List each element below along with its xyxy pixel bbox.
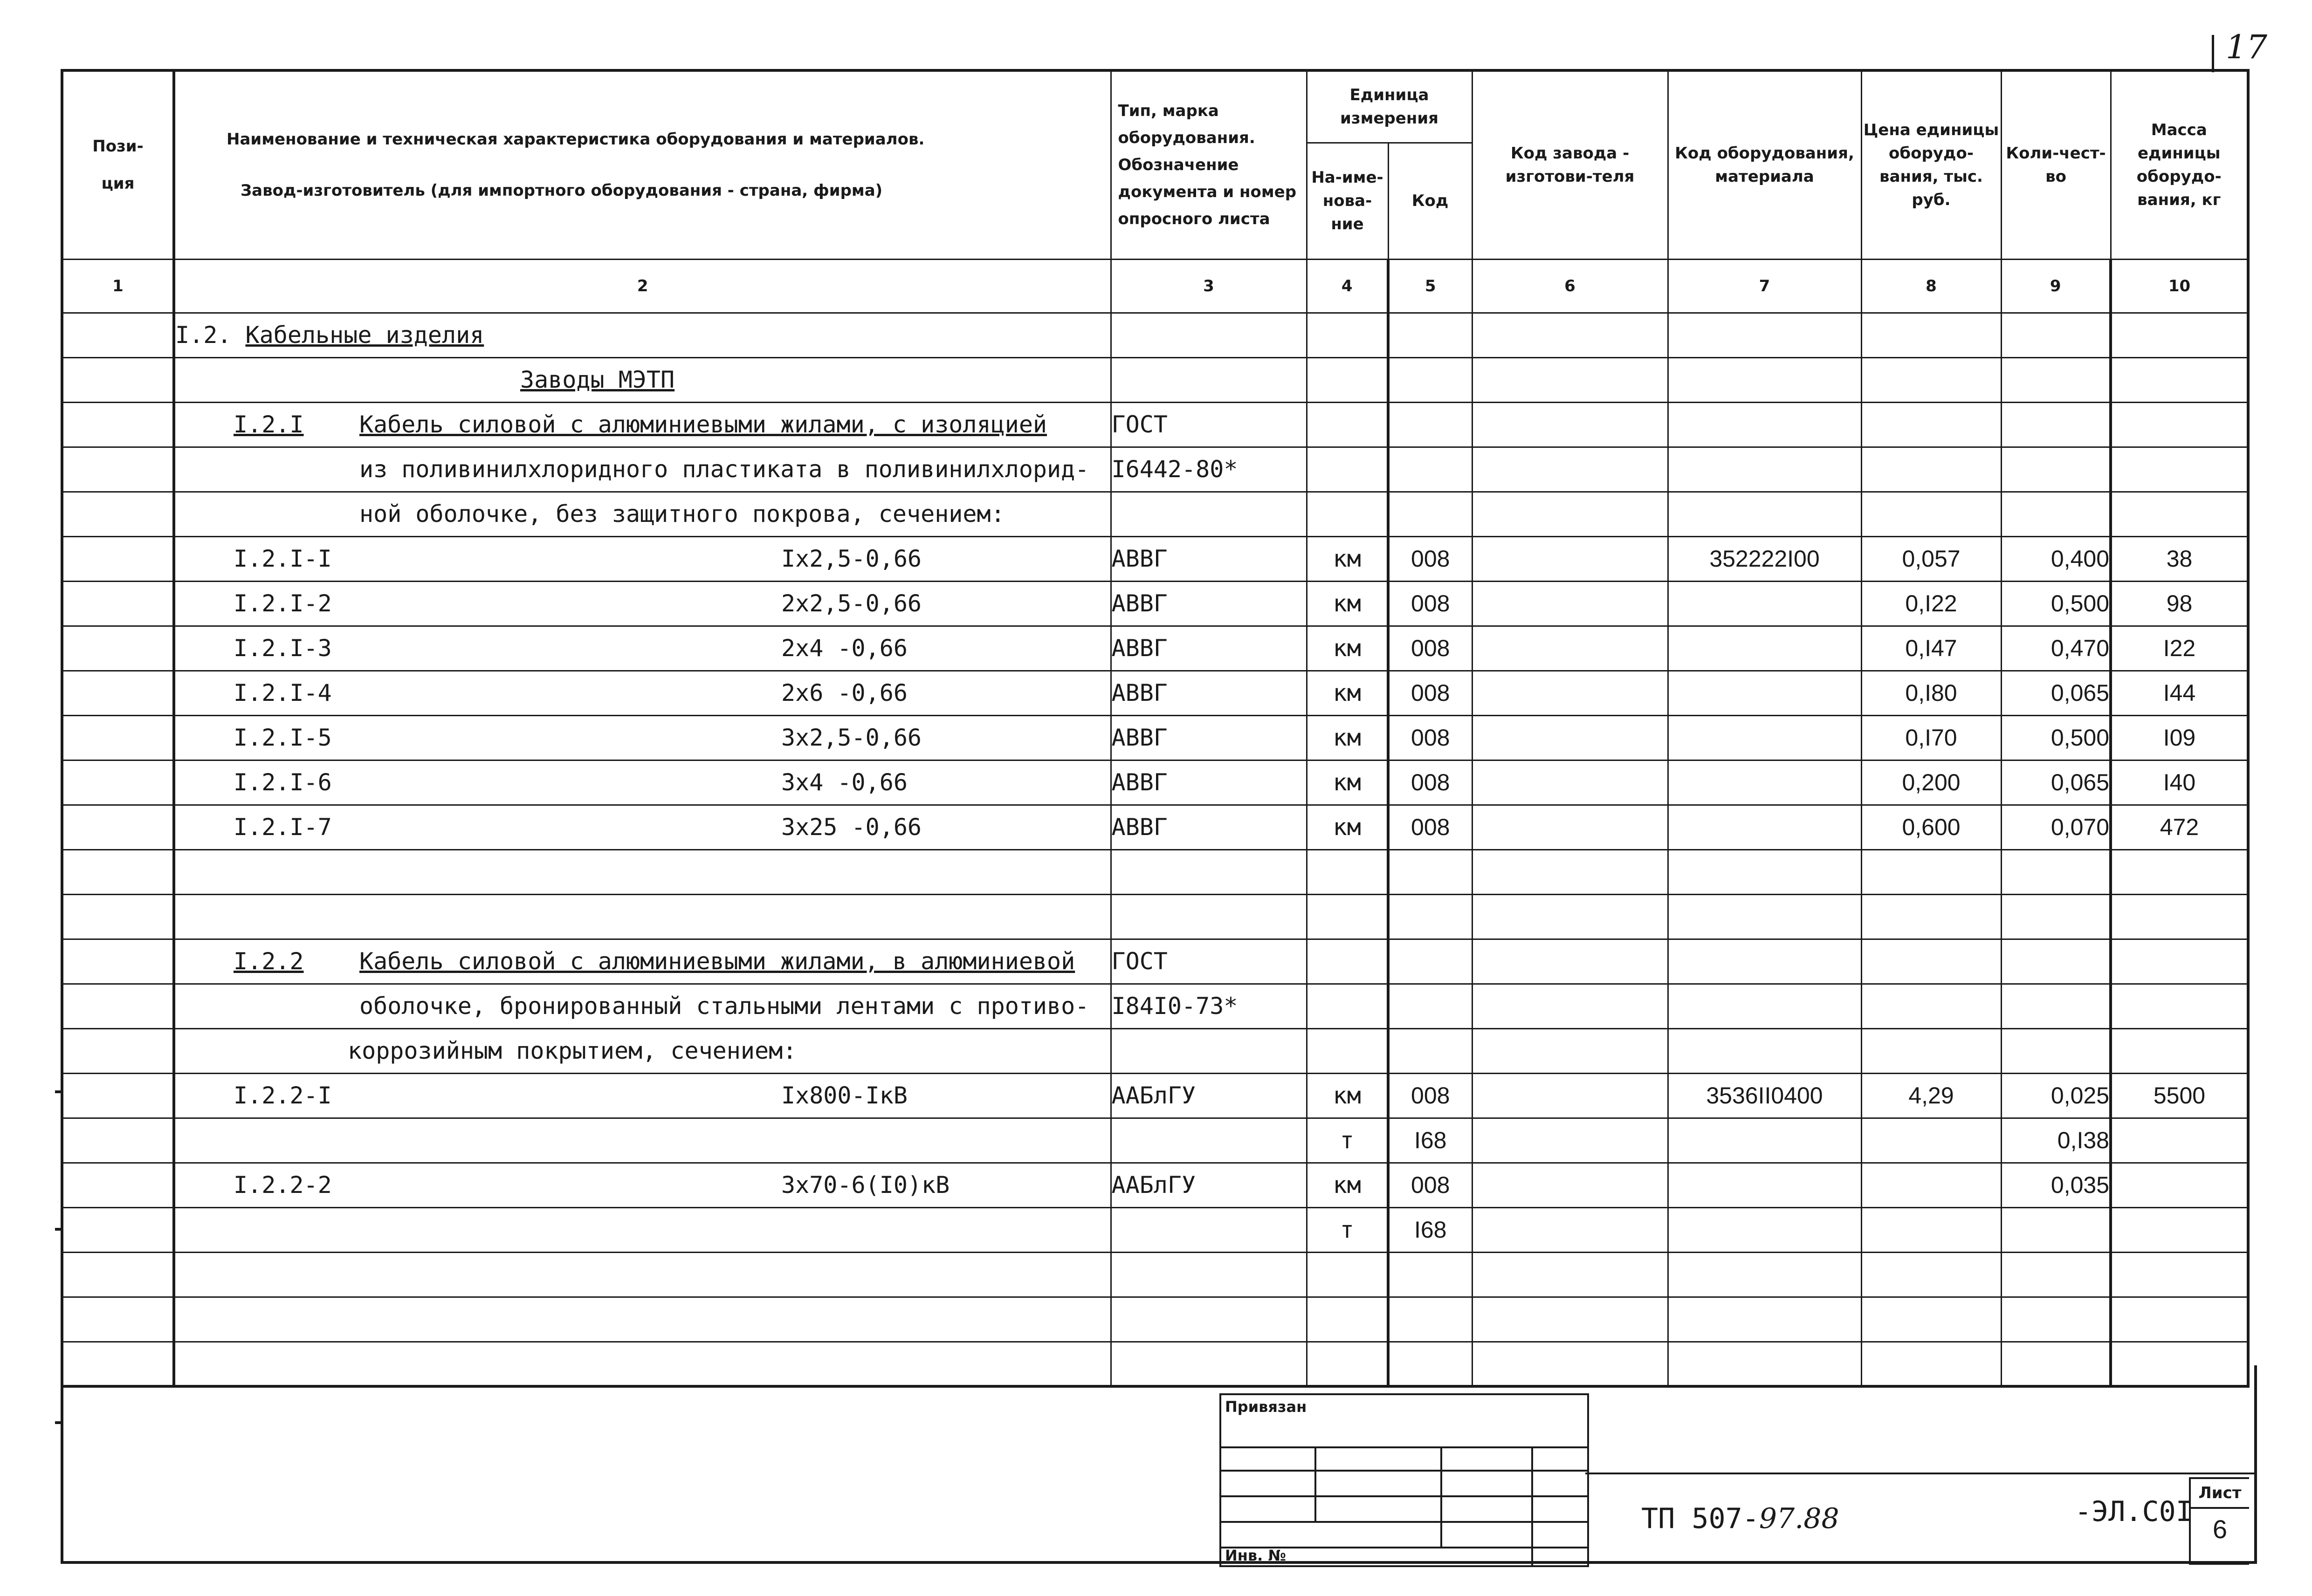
item-type: АВВГ <box>1111 805 1307 849</box>
item-quantity: 0,I38 <box>2001 1118 2111 1163</box>
binding-label: Привязан <box>1225 1398 1307 1416</box>
item-mass: 98 <box>2111 581 2248 626</box>
item-material-code <box>1668 805 1861 849</box>
item-designation <box>174 1163 1111 1207</box>
item-type: АВВГ <box>1111 671 1307 715</box>
item-material-code <box>1668 1163 1861 1207</box>
item-position: I.2.I-4 <box>234 679 332 706</box>
item-material-code: 352222I00 <box>1668 536 1861 581</box>
item-unit: км <box>1307 581 1388 626</box>
item-mass: I40 <box>2111 760 2248 805</box>
item-mass: 5500 <box>2111 1073 2248 1118</box>
sheet-label: Лист <box>2191 1479 2249 1509</box>
corner-number-text: 17 <box>2226 28 2268 66</box>
item-section: Iх800-IкВ <box>781 1082 908 1109</box>
item-quantity: 0,035 <box>2001 1163 2111 1207</box>
document-code: ТП 507-97.88 <box>1641 1502 1839 1535</box>
inventory-label: Инв. № <box>1225 1547 1286 1564</box>
col-num-7: 7 <box>1668 259 1861 313</box>
table-row <box>62 536 2248 581</box>
item-designation <box>174 671 1111 715</box>
item-mass <box>2111 1163 2248 1207</box>
item-quantity: 0,500 <box>2001 581 2111 626</box>
item-unit: км <box>1307 536 1388 581</box>
item-unit: км <box>1307 671 1388 715</box>
col-num-4: 4 <box>1307 259 1388 313</box>
item-quantity: 0,025 <box>2001 1073 2111 1118</box>
item-unit-code: I68 <box>1388 1118 1472 1163</box>
table-row <box>62 984 2248 1028</box>
item-mass: I44 <box>2111 671 2248 715</box>
item-unit: т <box>1307 1118 1388 1163</box>
table-row <box>62 1207 2248 1252</box>
section-heading: I.2. Кабельные изделия <box>174 313 1111 357</box>
item-section: 3х4 -0,66 <box>781 769 908 796</box>
table-row <box>62 939 2248 984</box>
item-designation <box>174 760 1111 805</box>
title-block <box>61 1365 2257 1564</box>
item-section: 2х4 -0,66 <box>781 635 908 662</box>
item-mass <box>2111 1207 2248 1252</box>
group1-desc-line1: I.2.I Кабель силовой с алюминиевыми жилами, с изоляцией <box>174 402 1111 447</box>
group2-desc-line3: коррозийным покрытием, сечением: <box>174 1028 1111 1073</box>
col-num-6: 6 <box>1472 259 1668 313</box>
item-unit-code: 008 <box>1388 536 1472 581</box>
col-num-1: 1 <box>62 259 174 313</box>
item-unit-code: I68 <box>1388 1207 1472 1252</box>
item-type <box>1111 1118 1307 1163</box>
item-unit: км <box>1307 1073 1388 1118</box>
table-row <box>62 894 2248 939</box>
table-row <box>62 760 2248 805</box>
header-mass: Масса единицы оборудо-вания, кг <box>2111 70 2248 259</box>
item-unit-code: 008 <box>1388 626 1472 671</box>
header-unit-code: Код <box>1388 143 1472 259</box>
table-row <box>62 626 2248 671</box>
item-mass: 38 <box>2111 536 2248 581</box>
item-type: АВВГ <box>1111 581 1307 626</box>
col-num-3: 3 <box>1111 259 1307 313</box>
table-row <box>62 1252 2248 1297</box>
table-row <box>62 805 2248 849</box>
item-material-code <box>1668 760 1861 805</box>
item-unit-code: 008 <box>1388 581 1472 626</box>
table-row <box>62 492 2248 536</box>
item-position: I.2.I-7 <box>234 814 332 841</box>
item-mass: 472 <box>2111 805 2248 849</box>
item-quantity: 0,470 <box>2001 626 2111 671</box>
item-section: 3х2,5-0,66 <box>781 724 922 751</box>
item-type: АВВГ <box>1111 715 1307 760</box>
sheet-corner-number <box>2212 26 2305 72</box>
header-price: Цена единицы оборудо-вания, тыс. руб. <box>1861 70 2001 259</box>
col-num-8: 8 <box>1861 259 2001 313</box>
item-type: ААБлГУ <box>1111 1073 1307 1118</box>
table-row <box>62 849 2248 894</box>
table-row <box>62 581 2248 626</box>
binding-divider <box>1314 1446 1316 1521</box>
margin-tick <box>55 1090 63 1093</box>
specification-table <box>61 69 2250 1388</box>
item-position: I.2.I-6 <box>234 769 332 796</box>
header-position <box>62 70 174 259</box>
table-row <box>62 402 2248 447</box>
corner-bar <box>2212 35 2214 72</box>
item-type <box>1111 1207 1307 1252</box>
item-unit: т <box>1307 1207 1388 1252</box>
item-price: 0,I47 <box>1861 626 2001 671</box>
table-row <box>62 447 2248 492</box>
margin-tick <box>55 1228 63 1231</box>
item-designation <box>174 1207 1111 1252</box>
document-suffix: -ЭЛ.С0I <box>2075 1495 2193 1528</box>
item-price: 0,I22 <box>1861 581 2001 626</box>
item-unit-code: 008 <box>1388 715 1472 760</box>
binding-divider <box>1531 1446 1533 1565</box>
item-material-code <box>1668 581 1861 626</box>
item-unit-code: 008 <box>1388 760 1472 805</box>
item-price <box>1861 1207 2001 1252</box>
item-designation <box>174 626 1111 671</box>
item-price: 0,I70 <box>1861 715 2001 760</box>
group1-gost-label: ГОСТ <box>1111 402 1307 447</box>
item-unit: км <box>1307 626 1388 671</box>
header-quantity: Коли-чест-во <box>2001 70 2111 259</box>
item-material-code <box>1668 626 1861 671</box>
header-factory-code: Код завода - изготови-теля <box>1472 70 1668 259</box>
sheet-number: 6 <box>2212 1514 2228 1544</box>
table-row <box>62 1163 2248 1207</box>
header-material-code: Код оборудования, материала <box>1668 70 1861 259</box>
item-price: 0,057 <box>1861 536 2001 581</box>
item-section: 3х25 -0,66 <box>781 814 922 841</box>
header-unit-name: На-име-нова-ние <box>1307 143 1388 259</box>
item-material-code <box>1668 1118 1861 1163</box>
item-section: 2х2,5-0,66 <box>781 590 922 617</box>
table-row <box>62 1297 2248 1342</box>
item-price: 4,29 <box>1861 1073 2001 1118</box>
group2-desc-line2: оболочке, бронированный стальными лентами с противо- <box>174 984 1111 1028</box>
item-type: ААБлГУ <box>1111 1163 1307 1207</box>
col-num-10: 10 <box>2111 259 2248 313</box>
item-position: I.2.I-5 <box>234 724 332 751</box>
item-price: 0,I80 <box>1861 671 2001 715</box>
sheet-box <box>2189 1477 2249 1565</box>
group2-desc-line1: I.2.2 Кабель силовой с алюминиевыми жилами, в алюминиевой <box>174 939 1111 984</box>
item-price <box>1861 1118 2001 1163</box>
item-section: 3х70-6(I0)кВ <box>781 1171 950 1199</box>
header-name-line2: Завод-изготовитель (для импортного оборудования - страна, фирма) <box>241 181 883 200</box>
section-subheading: Заводы МЭТП <box>174 357 1111 402</box>
table-row <box>62 357 2248 402</box>
item-quantity: 0,400 <box>2001 536 2111 581</box>
group1-desc-line3: ной оболочке, без защитного покрова, сечением: <box>174 492 1111 536</box>
item-designation <box>174 1073 1111 1118</box>
table-row <box>62 671 2248 715</box>
table-row <box>62 1118 2248 1163</box>
table-row <box>62 1073 2248 1118</box>
item-price: 0,600 <box>1861 805 2001 849</box>
table-row <box>62 715 2248 760</box>
table-row <box>62 313 2248 357</box>
item-material-code <box>1668 671 1861 715</box>
item-unit: км <box>1307 805 1388 849</box>
group1-desc-line2: из поливинилхлоридного пластиката в поливинилхлорид- <box>174 447 1111 492</box>
item-position: I.2.I-I <box>234 545 332 572</box>
item-section: 2х6 -0,66 <box>781 679 908 706</box>
item-mass <box>2111 1118 2248 1163</box>
item-quantity: 0,500 <box>2001 715 2111 760</box>
binding-block <box>1219 1393 1589 1567</box>
item-unit: км <box>1307 760 1388 805</box>
item-position: I.2.2-I <box>234 1082 332 1109</box>
header-unit: Единица измерения <box>1307 70 1472 143</box>
item-type: АВВГ <box>1111 536 1307 581</box>
item-mass: I22 <box>2111 626 2248 671</box>
item-unit-code: 008 <box>1388 1073 1472 1118</box>
item-unit: км <box>1307 715 1388 760</box>
item-designation <box>174 581 1111 626</box>
group2-gost-label: ГОСТ <box>1111 939 1307 984</box>
header-name-line1: Наименование и техническая характеристика оборудования и материалов. <box>227 130 925 149</box>
item-designation <box>174 536 1111 581</box>
item-quantity: 0,065 <box>2001 671 2111 715</box>
item-unit-code: 008 <box>1388 805 1472 849</box>
item-mass: I09 <box>2111 715 2248 760</box>
item-price: 0,200 <box>1861 760 2001 805</box>
col-num-5: 5 <box>1388 259 1472 313</box>
col-num-9: 9 <box>2001 259 2111 313</box>
item-quantity <box>2001 1207 2111 1252</box>
item-designation <box>174 715 1111 760</box>
item-position: I.2.I-3 <box>234 635 332 662</box>
item-material-code <box>1668 1207 1861 1252</box>
group1-gost-number: I6442-80* <box>1111 447 1307 492</box>
item-designation <box>174 805 1111 849</box>
document-number <box>1585 1473 2254 1565</box>
header-name <box>174 70 1111 259</box>
item-quantity: 0,065 <box>2001 760 2111 805</box>
item-unit-code: 008 <box>1388 1163 1472 1207</box>
header-type: Тип, марка оборудования. Обозначение документа и номер опросного листа <box>1111 70 1307 259</box>
item-unit-code: 008 <box>1388 671 1472 715</box>
item-quantity: 0,070 <box>2001 805 2111 849</box>
table-row <box>62 1028 2248 1073</box>
header-position-text: Пози- ция <box>92 137 144 193</box>
item-position: I.2.2-2 <box>234 1171 332 1199</box>
item-price <box>1861 1163 2001 1207</box>
item-position: I.2.I-2 <box>234 590 332 617</box>
item-section: Iх2,5-0,66 <box>781 545 922 572</box>
item-designation <box>174 1118 1111 1163</box>
item-material-code <box>1668 715 1861 760</box>
col-num-2: 2 <box>174 259 1111 313</box>
item-type: АВВГ <box>1111 760 1307 805</box>
item-material-code: 3536II0400 <box>1668 1073 1861 1118</box>
group2-gost-number: I84I0-73* <box>1111 984 1307 1028</box>
item-unit: км <box>1307 1163 1388 1207</box>
item-type: АВВГ <box>1111 626 1307 671</box>
binding-divider <box>1440 1446 1442 1547</box>
